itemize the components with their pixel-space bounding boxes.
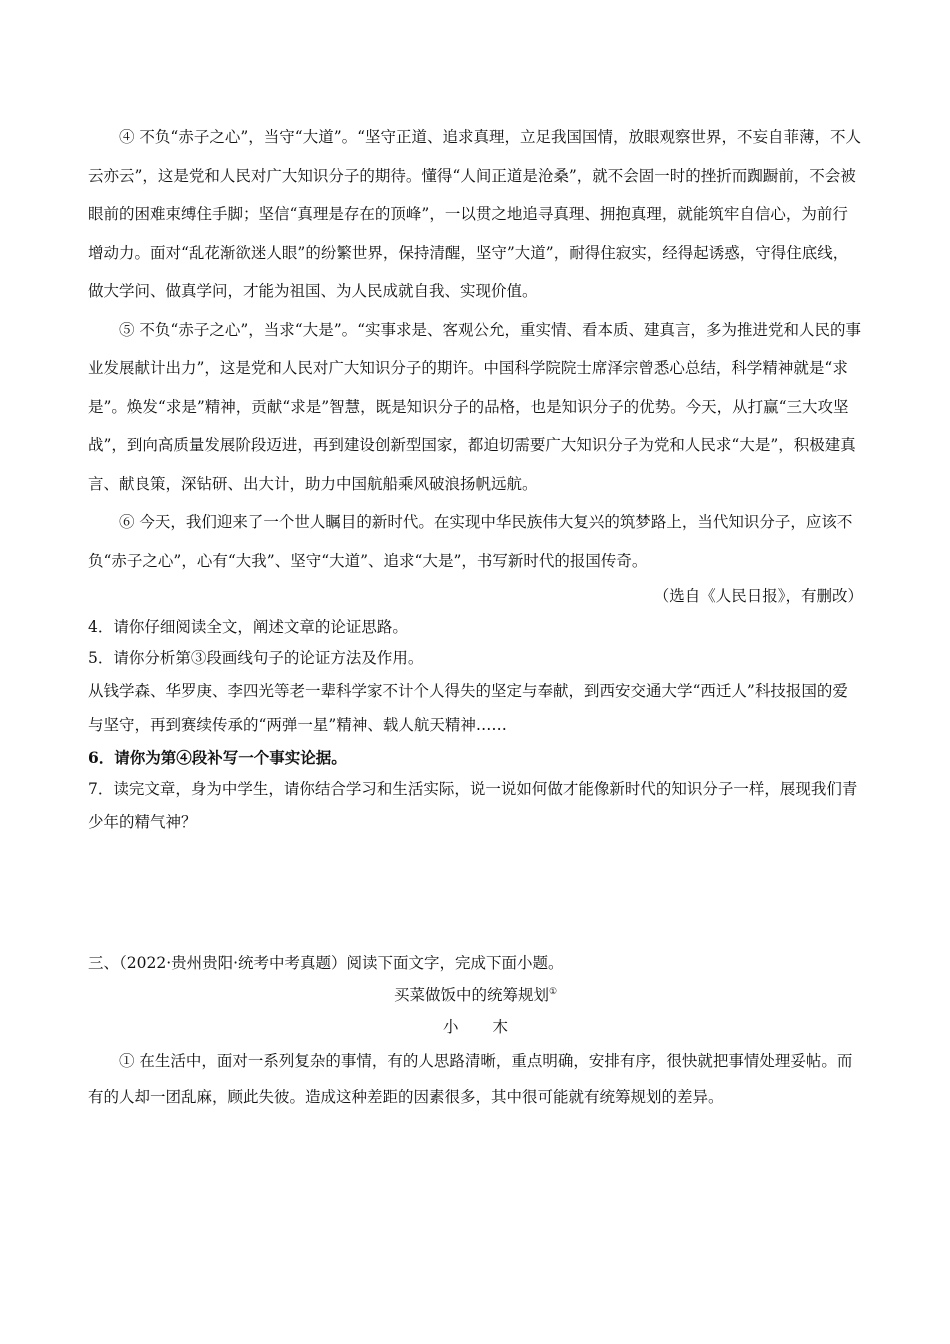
passage-author-line bbox=[88, 1011, 863, 1043]
passage-title-note: ① bbox=[548, 986, 558, 997]
passage-paragraph-1: ① 在生活中，面对一系列复杂的事情，有的人思路清晰，重点明确，安排有序，很快就把事情处理妥帖。而有的人却一团乱麻，顾此失彼。造成这种差距的因素很多，其中很可能就有统筹规划的差异。 bbox=[88, 1052, 853, 1106]
article-paragraph-6: ⑥ 今天，我们迎来了一个世人瞩目的新时代。在实现中华民族伟大复兴的筑梦路上，当代知识分子，应该不负“赤子之心”，心有“大我”、坚守“大道”、追求“大是”，书写新时代的报国传奇。 bbox=[88, 513, 853, 570]
answer-space bbox=[88, 839, 863, 947]
question-5: 5．请你分析第③段画线句子的论证方法及作用。 bbox=[88, 649, 424, 667]
document-page bbox=[88, 118, 863, 1115]
section-3-heading: 三、（2022·贵州贵阳·统考中考真题）阅读下面文字，完成下面小题。 bbox=[88, 954, 564, 972]
passage-title bbox=[88, 979, 863, 1011]
question-5-material: 从钱学森、华罗庚、李四光等老一辈科学家不计个人得失的坚定与奉献，到西安交通大学“西迁人”科技报国的爱与坚守，再到赛续传承的“两弹一星”精神、载人航天精神…… bbox=[88, 682, 848, 734]
question-7: 7．读完文章，身为中学生，请你结合学习和生活实际，说一说如何做才能像新时代的知识分子一样，展现我们青少年的精气神？ bbox=[88, 780, 858, 831]
passage-title-text: 买菜做饭中的统筹规划 bbox=[393, 986, 549, 1004]
article-source: （选自《人民日报》，有删改） bbox=[653, 587, 863, 605]
question-6: 6．请你为第④段补写一个事实论据。 bbox=[88, 748, 347, 767]
article-paragraph-5: ⑤ 不负“赤子之心”，当求“大是”。“实事求是、客观公允，重实情、看本质、建真言，多为推进党和人民的事业发展献计出力”，这是党和人民对广大知识分子的期许。中国科学院院士席泽宗曾悉心总结，科学精神就是“求是”。焕发“求是”精神，贡献“求是”智慧，既是知识分子的品格，也是知识分子的优势。今天，从打赢“三大攻坚战”，到向高质量发展阶段迈进，再到建设创新型国家，都迫切需要广大知识分子为党和人民求“大是”，积极建真言、献良策，深钻研、出大计，助力中国航船乘风破浪扬帆远航。 bbox=[88, 320, 862, 493]
question-4: 4．请你仔细阅读全文，阐述文章的论证思路。 bbox=[88, 618, 408, 636]
passage-author: 小木 bbox=[442, 1018, 542, 1036]
article-paragraph-4: ④ 不负“赤子之心”，当守“大道”。“坚守正道、追求真理，立足我国国情，放眼观察世界，不妄自菲薄，不人云亦云”，这是党和人民对广大知识分子的期待。懂得“人间正道是沧桑”，就不会固一时的挫折而踟蹰前，不会被眼前的困难束缚住手脚；坚信“真理是存在的顶峰”，一以贯之地追寻真理、拥抱真理，就能筑牢自信心，为前行增动力。面对“乱花渐欲迷人眼”的纷繁世界，保持清醒，坚守”大道”，耐得住寂实，经得起诱惑，守得住底线，做大学问、做真学问，才能为祖国、为人民成就自我、实现价值。 bbox=[88, 128, 862, 300]
